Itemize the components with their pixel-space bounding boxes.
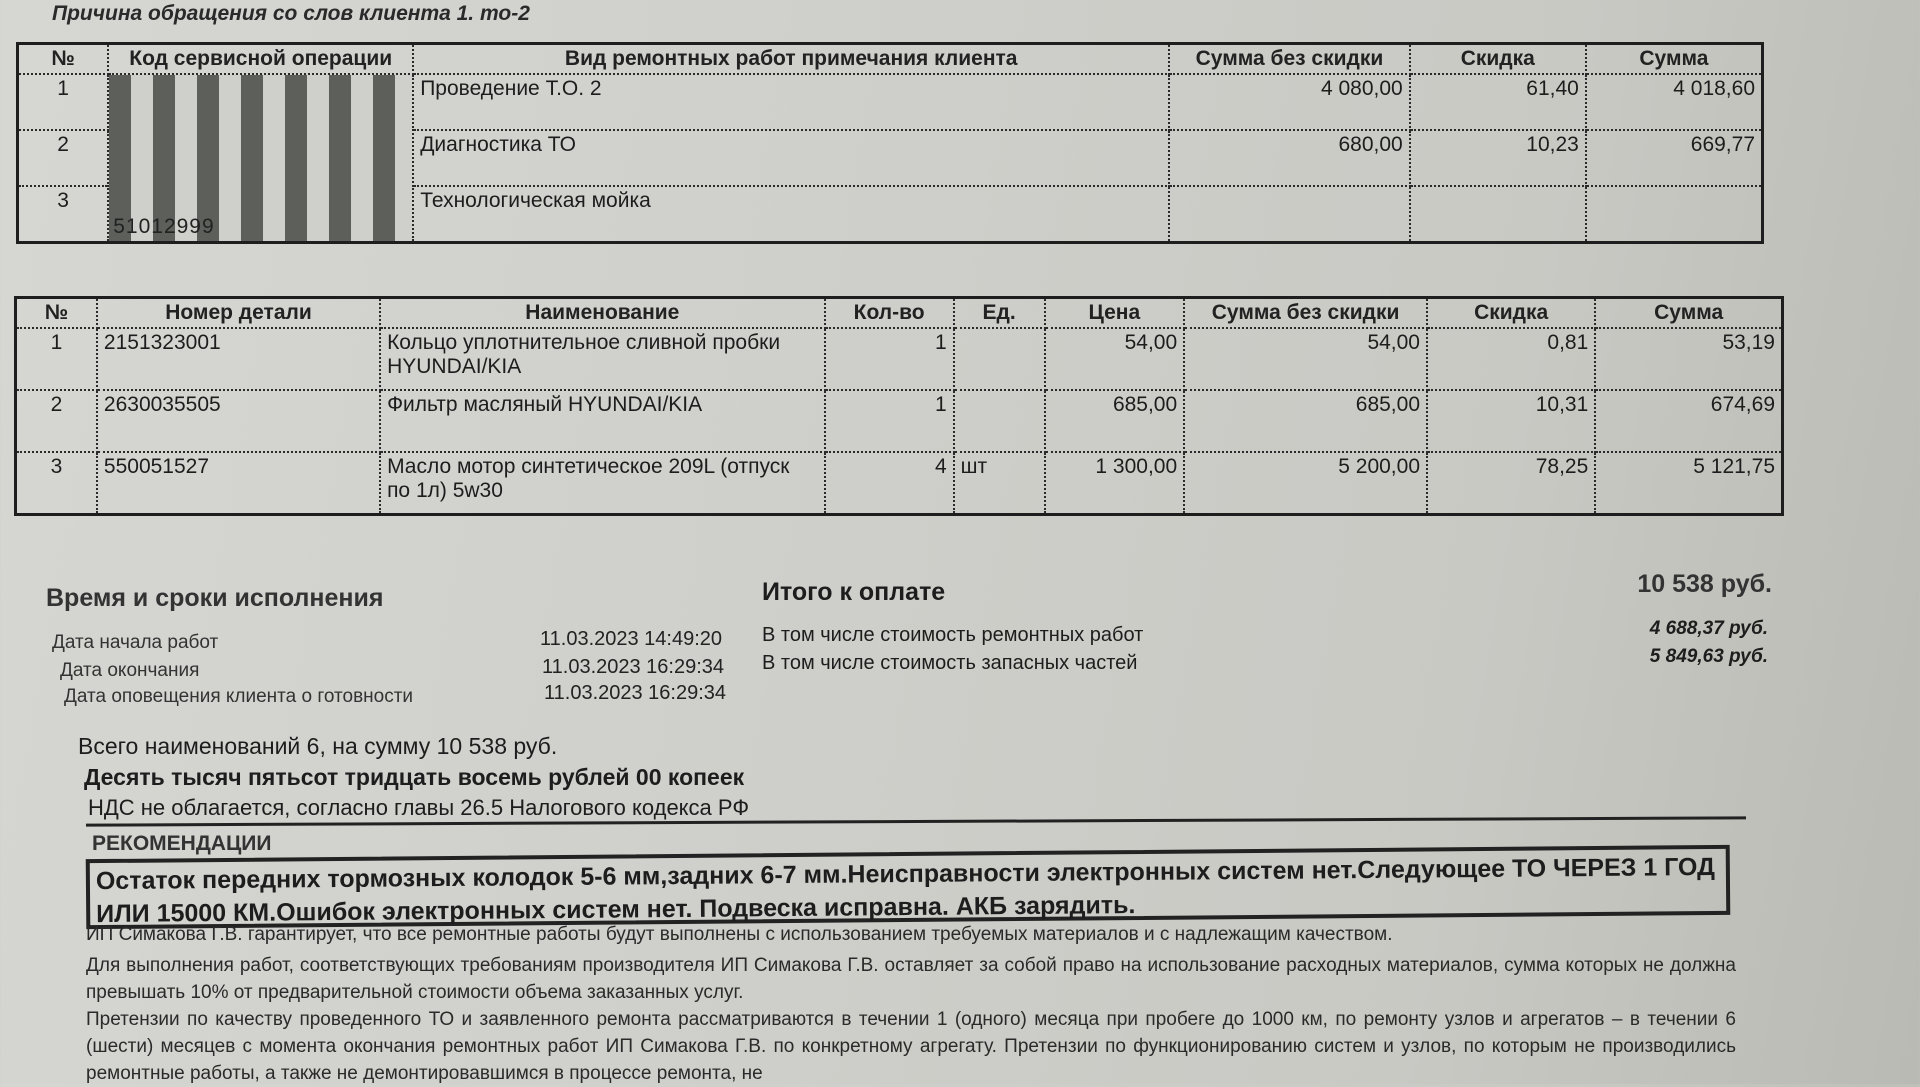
legal-guarantee: ИП Симакова Г.В. гарантирует, что все ремонтные работы будут выполнены с использованием требуемых материалов и с надлежащим качеством. xyxy=(86,924,1393,945)
discount: 61,40 xyxy=(1410,74,1586,130)
col-qty: Кол-во xyxy=(825,298,954,329)
end-date-label: Дата окончания xyxy=(60,660,200,681)
col-name: Наименование xyxy=(380,298,825,329)
part-number: 550051527 xyxy=(97,452,380,515)
col-unit: Ед. xyxy=(954,298,1045,329)
col-sum-no-discount: Сумма без скидки xyxy=(1169,44,1410,75)
sum: 4 018,60 xyxy=(1586,74,1763,130)
discount: 0,81 xyxy=(1427,328,1595,390)
sum-no-discount: 54,00 xyxy=(1184,328,1427,390)
unit xyxy=(954,328,1045,390)
total-amount: 10 538 руб. xyxy=(1637,570,1772,598)
work-name: Проведение Т.О. 2 xyxy=(413,74,1169,130)
row-number: 2 xyxy=(16,390,97,452)
service-code-barcode xyxy=(108,74,413,243)
table-row xyxy=(18,74,1763,130)
notify-date-label: Дата оповещения клиента о готовности xyxy=(64,686,414,707)
row-number: 1 xyxy=(16,328,97,390)
start-date-label: Дата начала работ xyxy=(52,632,219,653)
service-code: 51012999 xyxy=(113,215,215,238)
row-number: 2 xyxy=(18,130,109,186)
timing-title: Время и сроки исполнения xyxy=(46,584,384,612)
total-title: Итого к оплате xyxy=(762,578,946,606)
visit-reason: Причина обращения со слов клиента 1. то-2 xyxy=(52,2,530,25)
work-name: Диагностика ТО xyxy=(413,130,1169,186)
qty: 4 xyxy=(825,452,954,515)
col-part-number: Номер детали xyxy=(97,298,380,329)
part-number: 2630035505 xyxy=(97,390,380,452)
sum-no-discount: 4 080,00 xyxy=(1169,74,1410,130)
table-row xyxy=(16,452,1783,515)
amount-in-words: Десять тысяч пятьсот тридцать восемь рублей 00 копеек xyxy=(84,764,745,790)
col-service-code: Код сервисной операции xyxy=(108,44,413,75)
start-date-value: 11.03.2023 14:49:20 xyxy=(540,628,723,650)
parts-cost-value: 5 849,63 руб. xyxy=(1649,646,1768,667)
col-price: Цена xyxy=(1045,298,1185,329)
col-discount: Скидка xyxy=(1427,298,1595,329)
parts-cost-label: В том числе стоимость запасных частей xyxy=(762,652,1138,674)
sum-no-discount: 680,00 xyxy=(1169,130,1410,186)
work-name: Технологическая мойка xyxy=(413,186,1169,243)
sum-no-discount: 5 200,00 xyxy=(1184,452,1427,515)
vat-note: НДС не облагается, согласно главы 26.5 Налогового кодекса РФ xyxy=(88,795,750,820)
qty: 1 xyxy=(825,328,954,390)
sum: 669,77 xyxy=(1586,130,1763,186)
col-discount: Скидка xyxy=(1410,44,1586,75)
table-row xyxy=(16,390,1783,452)
recommendations-box: Остаток передних тормозных колодок 5-6 мм,задних 6-7 мм.Неисправности электронных систем нет.Следующее ТО ЧЕРЕЗ 1 ГОД ИЛИ 15000 КМ.Ошибок электронных систем нет. Подвеска исправна. АКБ зарядить. xyxy=(86,845,1731,929)
col-sum: Сумма xyxy=(1586,44,1763,75)
part-number: 2151323001 xyxy=(97,328,380,390)
discount: 10,31 xyxy=(1427,390,1595,452)
col-work-type: Вид ремонтных работ примечания клиента xyxy=(413,44,1169,75)
legal-claims: Претензии по качеству проведенного ТО и заявленного ремонта рассматриваются в течении 1 (одного) месяца при пробеге до 1000 км, по ремонту узлов и агрегатов – в течении 6 (шести) месяцев с момента окончания ремонтных работ ИП Симакова Г.В. по конкретному агрегату. Претензии по функционированию систем и узлов, по которым не производились ремонтные работы, а также не демонтировавшимся в процессе ремонта, не xyxy=(86,1009,1736,1084)
sum: 5 121,75 xyxy=(1595,452,1782,515)
row-number: 1 xyxy=(18,74,109,130)
col-sum: Сумма xyxy=(1595,298,1782,329)
row-number: 3 xyxy=(16,452,97,515)
parts-header-row xyxy=(16,298,1783,329)
part-name: Фильтр масляный HYUNDAI/KIA xyxy=(380,390,825,452)
services-header-row xyxy=(18,44,1763,75)
sum-no-discount: 685,00 xyxy=(1184,390,1427,452)
discount xyxy=(1410,186,1586,243)
end-date-value: 11.03.2023 16:29:34 xyxy=(542,656,725,678)
unit: шт xyxy=(954,452,1045,515)
col-number: № xyxy=(16,298,97,329)
notify-date-value: 11.03.2023 16:29:34 xyxy=(544,682,727,704)
unit xyxy=(954,390,1045,452)
table-row xyxy=(16,328,1783,390)
qty: 1 xyxy=(825,390,954,452)
row-number: 3 xyxy=(18,186,109,243)
items-summary: Всего наименований 6, на сумму 10 538 руб. xyxy=(78,733,558,759)
discount: 10,23 xyxy=(1410,130,1586,186)
part-name: Кольцо уплотнительное сливной пробки HYUNDAI/KIA xyxy=(380,328,825,390)
sum-no-discount xyxy=(1169,186,1410,243)
price: 54,00 xyxy=(1045,328,1185,390)
recommendations-label: РЕКОМЕНДАЦИИ xyxy=(92,832,272,855)
col-number: № xyxy=(18,44,109,75)
sum xyxy=(1586,186,1763,243)
services-table xyxy=(16,42,1764,244)
parts-table xyxy=(14,296,1784,516)
discount: 78,25 xyxy=(1427,452,1595,515)
legal-materials: Для выполнения работ, соответствующих требованиям производителя ИП Симакова Г.В. оставляет за собой право на использование расходных материалов, сумма которых не должна превышать 10% от предварительной стоимости объема заказанных услуг. xyxy=(86,955,1736,1003)
works-cost-label: В том числе стоимость ремонтных работ xyxy=(762,624,1144,646)
works-cost-value: 4 688,37 руб. xyxy=(1649,618,1768,639)
price: 1 300,00 xyxy=(1045,452,1185,515)
sum: 674,69 xyxy=(1595,390,1782,452)
col-sum-no-discount: Сумма без скидки xyxy=(1184,298,1427,329)
part-name: Масло мотор синтетическое 209L (отпуск по 1л) 5w30 xyxy=(380,452,825,515)
price: 685,00 xyxy=(1045,390,1185,452)
sum: 53,19 xyxy=(1595,328,1782,390)
